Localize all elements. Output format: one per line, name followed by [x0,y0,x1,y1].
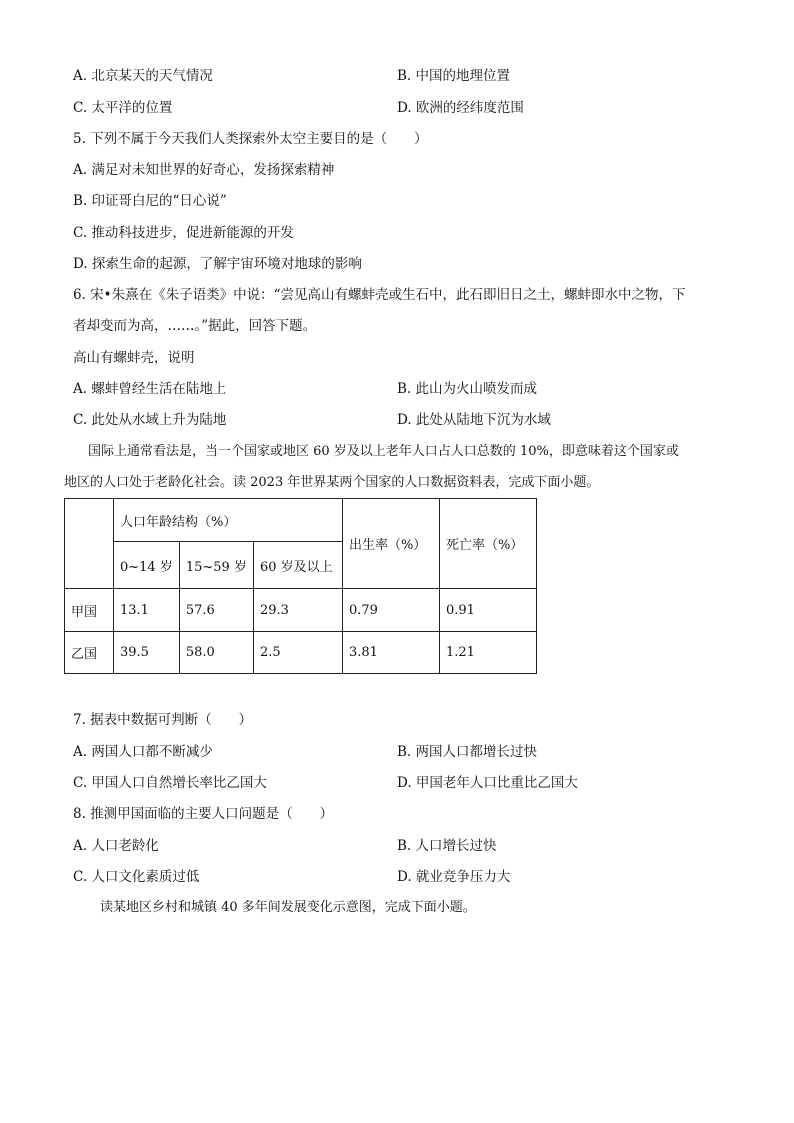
q7-option-d: D. 甲国老年人口比重比乙国大 [397,775,578,791]
table-corner-cell [65,499,114,589]
q7-stem: 7. 据表中数据可判断（ ） [73,712,253,728]
header-age-0-14: 0~14 岁 [114,542,180,589]
q6-option-d: D. 此处从陆地下沉为水域 [397,412,551,428]
row-country-name: 乙国 [65,632,114,674]
q5-option-a: A. 满足对未知世界的好奇心，发扬探索精神 [73,162,335,178]
cell-death-rate: 0.91 [439,589,536,632]
header-age-15-59: 15~59 岁 [179,542,253,589]
q6-option-c: C. 此处从水域上升为陆地 [73,412,227,428]
cell-birth-rate: 3.81 [342,632,439,674]
q6-option-b: B. 此山为火山喷发而成 [397,381,538,397]
cell-age-60-plus: 29.3 [253,589,342,632]
q8-option-d: D. 就业竞争压力大 [397,869,511,885]
q8-stem: 8. 推测甲国面临的主要人口问题是（ ） [73,806,334,822]
q6-option-a: A. 螺蚌曾经生活在陆地上 [73,381,227,397]
header-age-structure: 人口年龄结构（%） [114,499,343,542]
cell-birth-rate: 0.79 [342,589,439,632]
cell-death-rate: 1.21 [439,632,536,674]
q5-option-b: B. 印证哥白尼的“日心说” [73,193,227,209]
q5-option-c: C. 推动科技进步，促进新能源的开发 [73,225,294,241]
q6-stem-line2: 者却变而为高，……。”据此，回答下题。 [73,318,317,334]
row-country-name: 甲国 [65,589,114,632]
q5-option-d: D. 探索生命的起源，了解宇宙环境对地球的影响 [73,256,362,272]
header-birth-rate: 出生率（%） [342,499,439,589]
q5-stem: 5. 下列不属于今天我们人类探索外太空主要目的是（ ） [73,131,428,147]
q7-option-c: C. 甲国人口自然增长率比乙国大 [73,775,267,791]
q4-option-a: A. 北京某天的天气情况 [73,68,213,84]
cell-age-60-plus: 2.5 [253,632,342,674]
q4-option-b: B. 中国的地理位置 [397,68,511,84]
cell-age-15-59: 57.6 [179,589,253,632]
q6-stem-line1: 6. 宋•朱熹在《朱子语类》中说：“尝见高山有螺蚌壳或生石中，此石即旧日之土，螺蚌即水中之物，下 [73,287,686,303]
q6-subquestion: 高山有螺蚌壳，说明 [73,350,195,366]
cell-age-0-14: 39.5 [114,632,180,674]
population-table [64,498,537,674]
table-row [65,589,537,632]
header-death-rate: 死亡率（%） [439,499,536,589]
header-age-60-plus: 60 岁及以上 [253,542,342,589]
q7-option-a: A. 两国人口都不断减少 [73,744,213,760]
cell-age-0-14: 13.1 [114,589,180,632]
q8-option-b: B. 人口增长过快 [397,838,497,854]
cell-age-15-59: 58.0 [179,632,253,674]
closing-instruction: 读某地区乡村和城镇 40 多年间发展变化示意图，完成下面小题。 [100,900,476,915]
q4-option-d: D. 欧洲的经纬度范围 [397,100,524,116]
passage-line2: 地区的人口处于老龄化社会。读 2023 年世界某两个国家的人口数据资料表，完成下面小题。 [64,475,600,490]
q4-option-c: C. 太平洋的位置 [73,100,173,116]
q7-option-b: B. 两国人口都增长过快 [397,744,538,760]
q8-option-a: A. 人口老龄化 [73,838,159,854]
q8-option-c: C. 人口文化素质过低 [73,869,200,885]
table-row [65,632,537,674]
passage-line1: 国际上通常看法是，当一个国家或地区 60 岁及以上老年人口占人口总数的 10%，即意味着这个国家或 [88,444,679,459]
